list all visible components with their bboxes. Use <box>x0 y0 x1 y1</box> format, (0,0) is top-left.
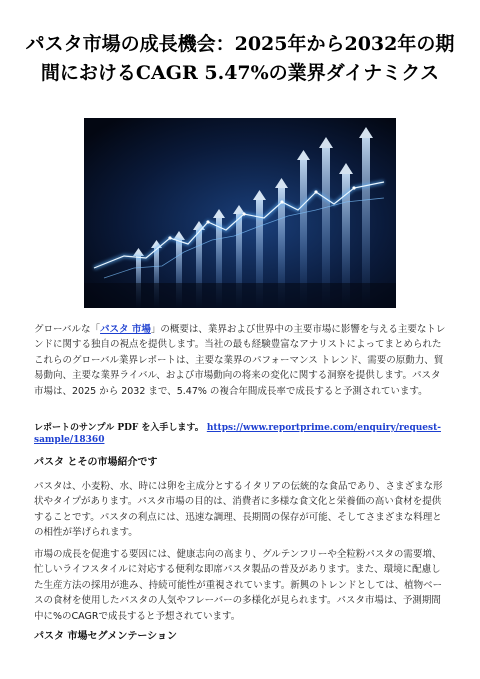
intro-suffix: 」の概要は、業界および世界中の主要市場に影響を与える主要なトレンドに関する独自の視点を提供します。当社の最も経験豊富なアナリストによってまとめられたこれらのグローバル業界レポートは、主要な業界のパフォーマンス トレンド、需要の原動力、貿易動向、主要な業界ライバル、および市場動向の将来の変化に関する洞察を提供します。パスタ 市場は、2025 から 2032 まで、5.47% の複合年間成長率で成長すると予測されています。 <box>34 324 446 397</box>
market-description-paragraph: パスタは、小麦粉、水、時には卵を主成分とするイタリアの伝統的な食品であり、さまざまな形状やタイプがあります。パスタ市場の目的は、消費者に多様な食文化と栄養価の高い食材を提供することです。パスタの利点には、迅速な調理、長期間の保存が可能、そしてさまざまな料理との相性が挙げられます。 <box>34 481 443 539</box>
intro-prefix: グローバルな「 <box>34 324 101 335</box>
market-link[interactable]: パスタ 市場 <box>100 324 151 335</box>
intro-paragraph <box>34 322 448 399</box>
sample-label: レポートのサンプル PDF を入手します。 <box>34 423 204 433</box>
growth-drivers-paragraph: 市場の成長を促進する要因には、健康志向の高まり、グルテンフリーや全粒粉パスタの需要増、忙しいライフスタイルに対応する便利な即席パスタ製品の普及があります。また、環境に配慮した生産方法の採用が進み、持続可能性が重視されています。新興のトレンドとしては、植物ベースの食材を使用したパスタの人気やフレーバーの多様化が見られます。パスタ市場は、予測期間中に%のCAGRで成長すると予想されています。 <box>34 549 443 622</box>
page-title: パスタ市場の成長機会：2025年から2032年の期間におけるCAGR 5.47%の業界ダイナミクス <box>25 33 455 84</box>
sample-request <box>34 422 448 446</box>
section-heading-segmentation: パスタ 市場セグメンテーション <box>34 631 177 642</box>
growth-chart-illustration <box>84 118 396 308</box>
growth-chart-image <box>84 118 396 308</box>
section-heading-intro: パスタ とその市場紹介です <box>34 457 158 468</box>
sample-link[interactable]: https://www.reportprime.com/enquiry/request-sample/18360 <box>34 423 441 445</box>
